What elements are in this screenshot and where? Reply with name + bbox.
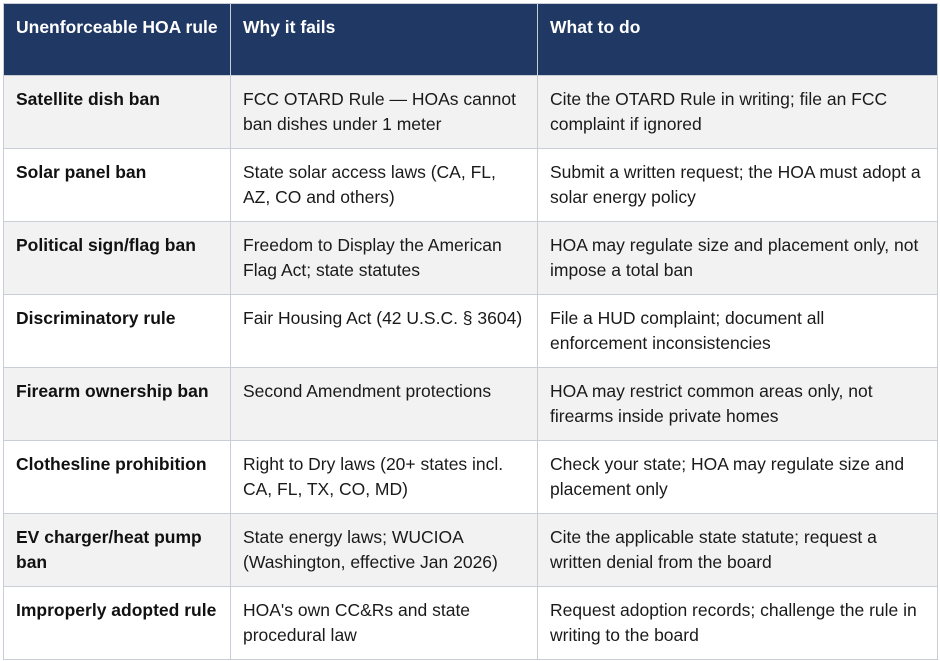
hoa-rules-table — [3, 3, 938, 660]
todo-cell: Request adoption records; challenge the rule in writing to the board — [538, 587, 938, 660]
rule-cell: Solar panel ban — [4, 149, 231, 222]
todo-cell: Cite the applicable state statute; request a written denial from the board — [538, 514, 938, 587]
header-why: Why it fails — [231, 4, 538, 76]
table-header — [4, 4, 938, 76]
table-row — [4, 149, 938, 222]
rule-cell: EV charger/heat pump ban — [4, 514, 231, 587]
rule-cell: Firearm ownership ban — [4, 368, 231, 441]
todo-cell: HOA may regulate size and placement only, not impose a total ban — [538, 222, 938, 295]
table-row — [4, 368, 938, 441]
todo-cell: Cite the OTARD Rule in writing; file an FCC complaint if ignored — [538, 76, 938, 149]
why-cell: Freedom to Display the American Flag Act; state statutes — [231, 222, 538, 295]
why-cell: State energy laws; WUCIOA (Washington, effective Jan 2026) — [231, 514, 538, 587]
why-cell: FCC OTARD Rule — HOAs cannot ban dishes under 1 meter — [231, 76, 538, 149]
todo-cell: HOA may restrict common areas only, not firearms inside private homes — [538, 368, 938, 441]
why-cell: HOA's own CC&Rs and state procedural law — [231, 587, 538, 660]
table-row — [4, 295, 938, 368]
header-todo: What to do — [538, 4, 938, 76]
todo-cell: Check your state; HOA may regulate size and placement only — [538, 441, 938, 514]
table-row — [4, 514, 938, 587]
header-rule: Unenforceable HOA rule — [4, 4, 231, 76]
todo-cell: File a HUD complaint; document all enforcement inconsistencies — [538, 295, 938, 368]
rule-cell: Clothesline prohibition — [4, 441, 231, 514]
rule-cell: Improperly adopted rule — [4, 587, 231, 660]
rule-cell: Discriminatory rule — [4, 295, 231, 368]
header-row — [4, 4, 938, 76]
why-cell: Fair Housing Act (42 U.S.C. § 3604) — [231, 295, 538, 368]
table-row — [4, 441, 938, 514]
table-body — [4, 76, 938, 660]
why-cell: State solar access laws (CA, FL, AZ, CO and others) — [231, 149, 538, 222]
table-row — [4, 587, 938, 660]
table-row — [4, 222, 938, 295]
why-cell: Right to Dry laws (20+ states incl. CA, FL, TX, CO, MD) — [231, 441, 538, 514]
rule-cell: Political sign/flag ban — [4, 222, 231, 295]
why-cell: Second Amendment protections — [231, 368, 538, 441]
table-row — [4, 76, 938, 149]
todo-cell: Submit a written request; the HOA must adopt a solar energy policy — [538, 149, 938, 222]
rule-cell: Satellite dish ban — [4, 76, 231, 149]
